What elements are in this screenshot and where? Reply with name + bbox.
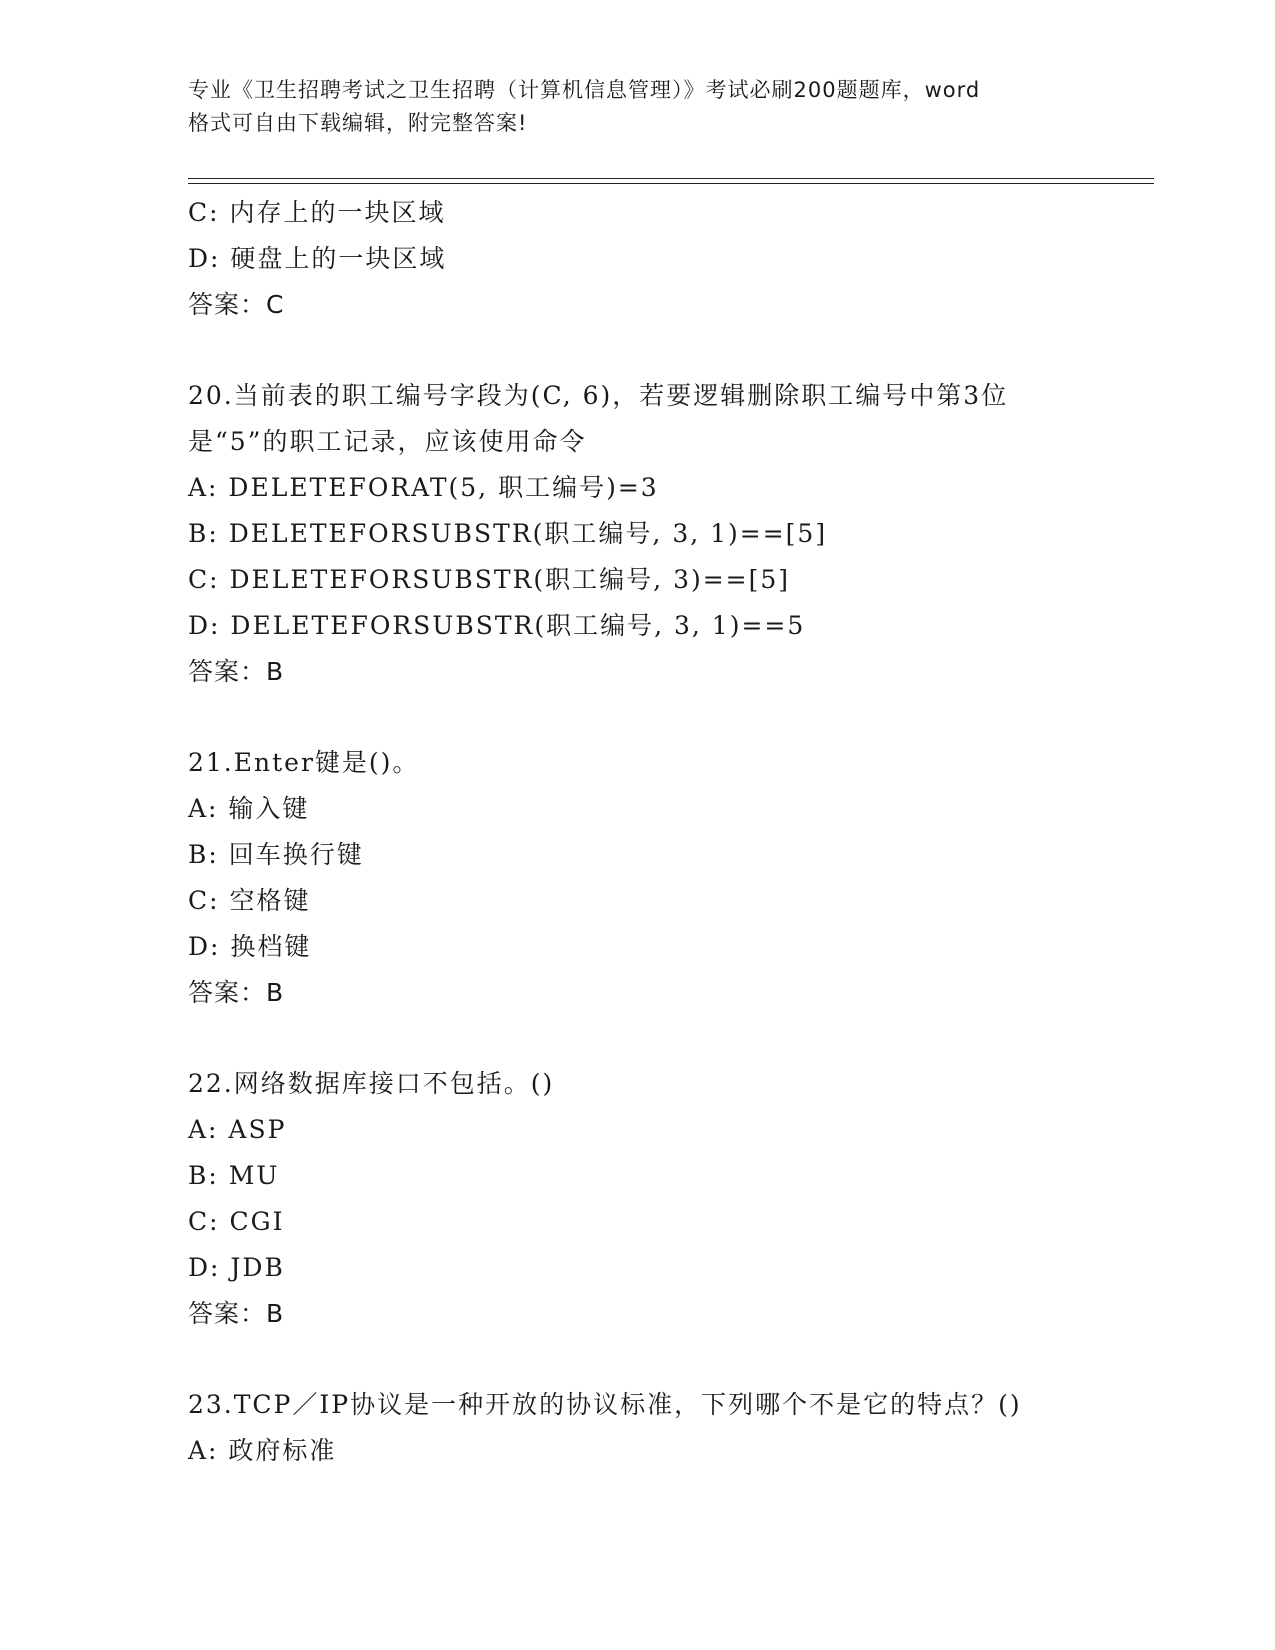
option-b: B: 回车换行键 — [188, 840, 364, 869]
option-d: D: JDB — [188, 1253, 285, 1282]
question-19-tail — [188, 190, 1154, 328]
spacer — [188, 328, 1154, 373]
document-header — [188, 74, 1088, 140]
option-d: D: DELETEFORSUBSTR(职工编号, 3, 1)==5 — [188, 611, 806, 640]
option-a: A: 输入键 — [188, 794, 310, 823]
option-a: A: ASP — [188, 1115, 287, 1144]
question-stem-line-1: 20.当前表的职工编号字段为(C, 6)，若要逻辑删除职工编号中第3位 — [188, 381, 1009, 410]
question-stem: 23.TCP／IP协议是一种开放的协议标准，下列哪个不是它的特点？() — [188, 1390, 1022, 1419]
header-divider-bottom — [188, 183, 1154, 184]
question-stem-line-2: 是“5”的职工记录，应该使用命令 — [188, 427, 587, 456]
header-line-2: 格式可自由下载编辑，附完整答案! — [188, 111, 528, 135]
option-c: C: DELETEFORSUBSTR(职工编号, 3)==[5] — [188, 565, 791, 594]
question-23 — [188, 1382, 1154, 1474]
spacer — [188, 695, 1154, 740]
spacer — [188, 1337, 1154, 1382]
option-c: C: CGI — [188, 1207, 285, 1236]
option-a: A: 政府标准 — [188, 1436, 337, 1465]
document-body — [188, 190, 1154, 1474]
option-c: C: 内存上的一块区域 — [188, 198, 446, 227]
answer-line: 答案：C — [188, 290, 285, 319]
option-c: C: 空格键 — [188, 886, 311, 915]
question-22 — [188, 1061, 1154, 1337]
option-a: A: DELETEFORAT(5, 职工编号)=3 — [188, 473, 659, 502]
question-20 — [188, 373, 1154, 695]
answer-line: 答案：B — [188, 1299, 285, 1328]
option-b: B: DELETEFORSUBSTR(职工编号, 3, 1)==[5] — [188, 519, 828, 548]
answer-line: 答案：B — [188, 657, 285, 686]
option-b: B: MU — [188, 1161, 280, 1190]
option-d: D: 换档键 — [188, 932, 312, 961]
spacer — [188, 1016, 1154, 1061]
question-stem: 22.网络数据库接口不包括。() — [188, 1069, 555, 1098]
question-21 — [188, 740, 1154, 1016]
header-line-1: 专业《卫生招聘考试之卫生招聘（计算机信息管理）》考试必刷200题题库，word — [188, 78, 981, 102]
answer-line: 答案：B — [188, 978, 285, 1007]
question-stem: 21.Enter键是()。 — [188, 748, 420, 777]
option-d: D: 硬盘上的一块区域 — [188, 244, 447, 273]
header-divider-top — [188, 178, 1154, 179]
